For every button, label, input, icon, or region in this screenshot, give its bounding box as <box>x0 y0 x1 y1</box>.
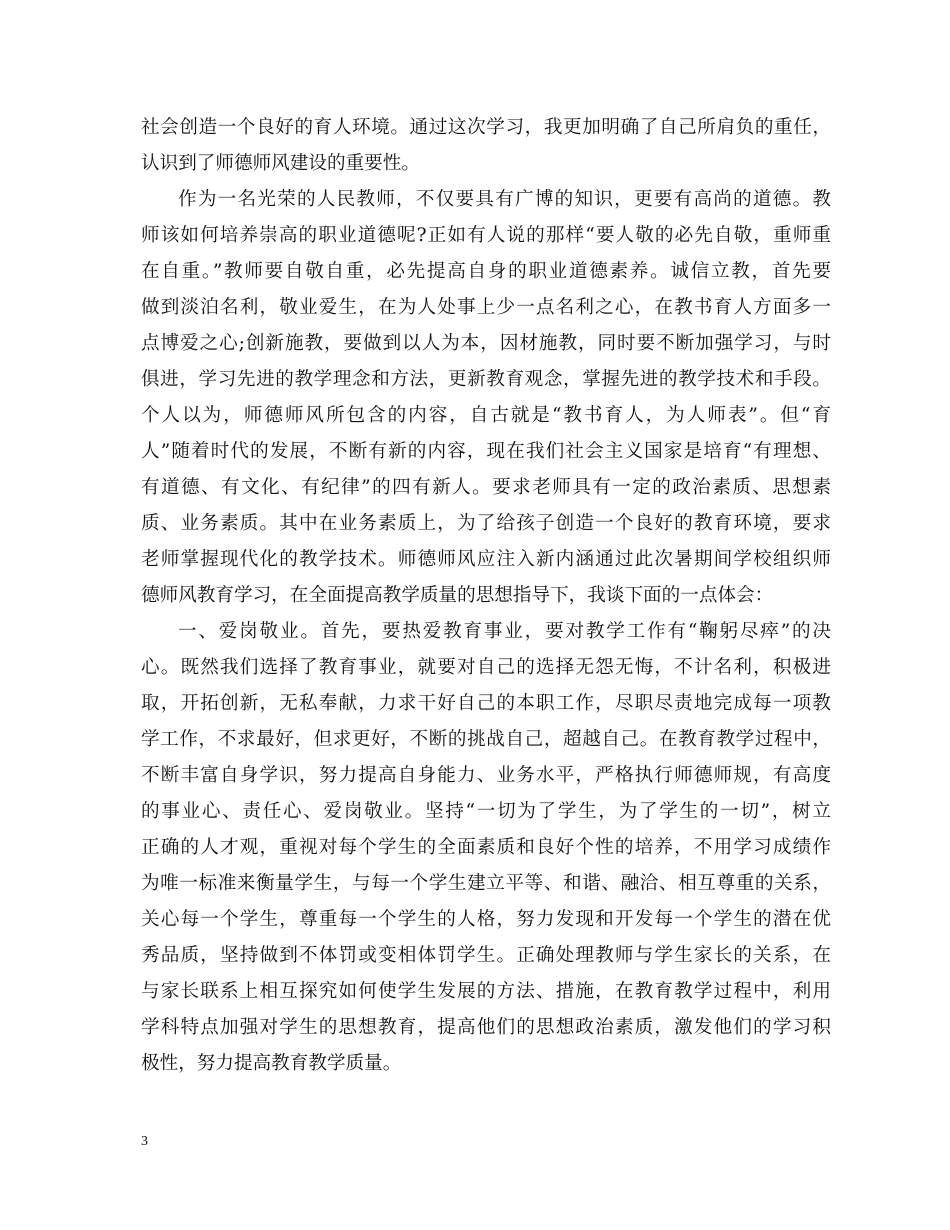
text-line: 俱进，学习先进的教学理念和方法，更新教育观念，掌握先进的教学技术和手段。 <box>141 369 831 390</box>
text-line: 有道德、有文化、有纪律”的四有新人。要求老师具有一定的政治素质、思想素 <box>141 477 831 498</box>
text-line: 为唯一标准来衡量学生，与每一个学生建立平等、和谐、融洽、相互尊重的关系， <box>141 873 831 894</box>
text-line: 质、业务素质。其中在业务素质上，为了给孩子创造一个良好的教育环境，要求 <box>141 513 831 534</box>
page-number: 3 <box>141 1134 148 1149</box>
text-line: 德师风教育学习，在全面提高教学质量的思想指导下，我谈下面的一点体会： <box>141 585 774 606</box>
text-line: 社会创造一个良好的育人环境。通过这次学习，我更加明确了自己所肩负的重任， <box>141 117 831 138</box>
text-line: 取，开拓创新，无私奉献，力求干好自己的本职工作，尽职尽责地完成每一项教 <box>141 693 831 714</box>
text-line: 不断丰富自身学识，努力提高自身能力、业务水平，严格执行师德师规，有高度 <box>141 765 831 786</box>
text-line: 心。既然我们选择了教育事业，就要对自己的选择无怨无悔，不计名利，积极进 <box>141 657 831 678</box>
text-line: 秀品质，坚持做到不体罚或变相体罚学生。正确处理教师与学生家长的关系，在 <box>141 945 831 966</box>
text-line: 作为一名光荣的人民教师，不仅要具有广博的知识，更要有高尚的道德。教 <box>178 189 831 210</box>
text-line: 极性，努力提高教育教学质量。 <box>141 1053 402 1074</box>
text-line: 的事业心、责任心、爱岗敬业。坚持“一切为了学生，为了学生的一切”，树立 <box>141 801 831 822</box>
text-line: 学工作，不求最好，但求更好，不断的挑战自己，超越自己。在教育教学过程中， <box>141 729 831 750</box>
text-line: 师该如何培养崇高的职业道德呢?正如有人说的那样“要人敬的必先自敬，重师重 <box>141 225 831 246</box>
text-line: 老师掌握现代化的教学技术。师德师风应注入新内涵通过此次暑期间学校组织师 <box>141 549 831 570</box>
text-line: 与家长联系上相互探究如何使学生发展的方法、措施，在教育教学过程中，利用 <box>141 981 831 1002</box>
text-line: 正确的人才观，重视对每个学生的全面素质和良好个性的培养，不用学习成绩作 <box>141 837 831 858</box>
text-line: 认识到了师德师风建设的重要性。 <box>141 153 420 174</box>
text-line: 点博爱之心;创新施教，要做到以人为本，因材施教，同时要不断加强学习，与时 <box>141 333 831 354</box>
text-line: 在自重。”教师要自敬自重，必先提高自身的职业道德素养。诚信立教，首先要 <box>141 261 831 282</box>
text-line: 做到淡泊名利，敬业爱生，在为人处事上少一点名利之心，在教书育人方面多一 <box>141 297 831 318</box>
text-line: 关心每一个学生，尊重每一个学生的人格，努力发现和开发每一个学生的潜在优 <box>141 909 831 930</box>
text-line: 个人以为，师德师风所包含的内容，自古就是“教书育人，为人师表”。但“育 <box>141 405 831 426</box>
text-line: 人”随着时代的发展，不断有新的内容，现在我们社会主义国家是培育“有理想、 <box>141 441 831 462</box>
text-line: 一、爱岗敬业。首先，要热爱教育事业，要对教学工作有“鞠躬尽瘁”的决 <box>178 621 831 642</box>
text-line: 学科特点加强对学生的思想教育，提高他们的思想政治素质，激发他们的学习积 <box>141 1017 831 1038</box>
